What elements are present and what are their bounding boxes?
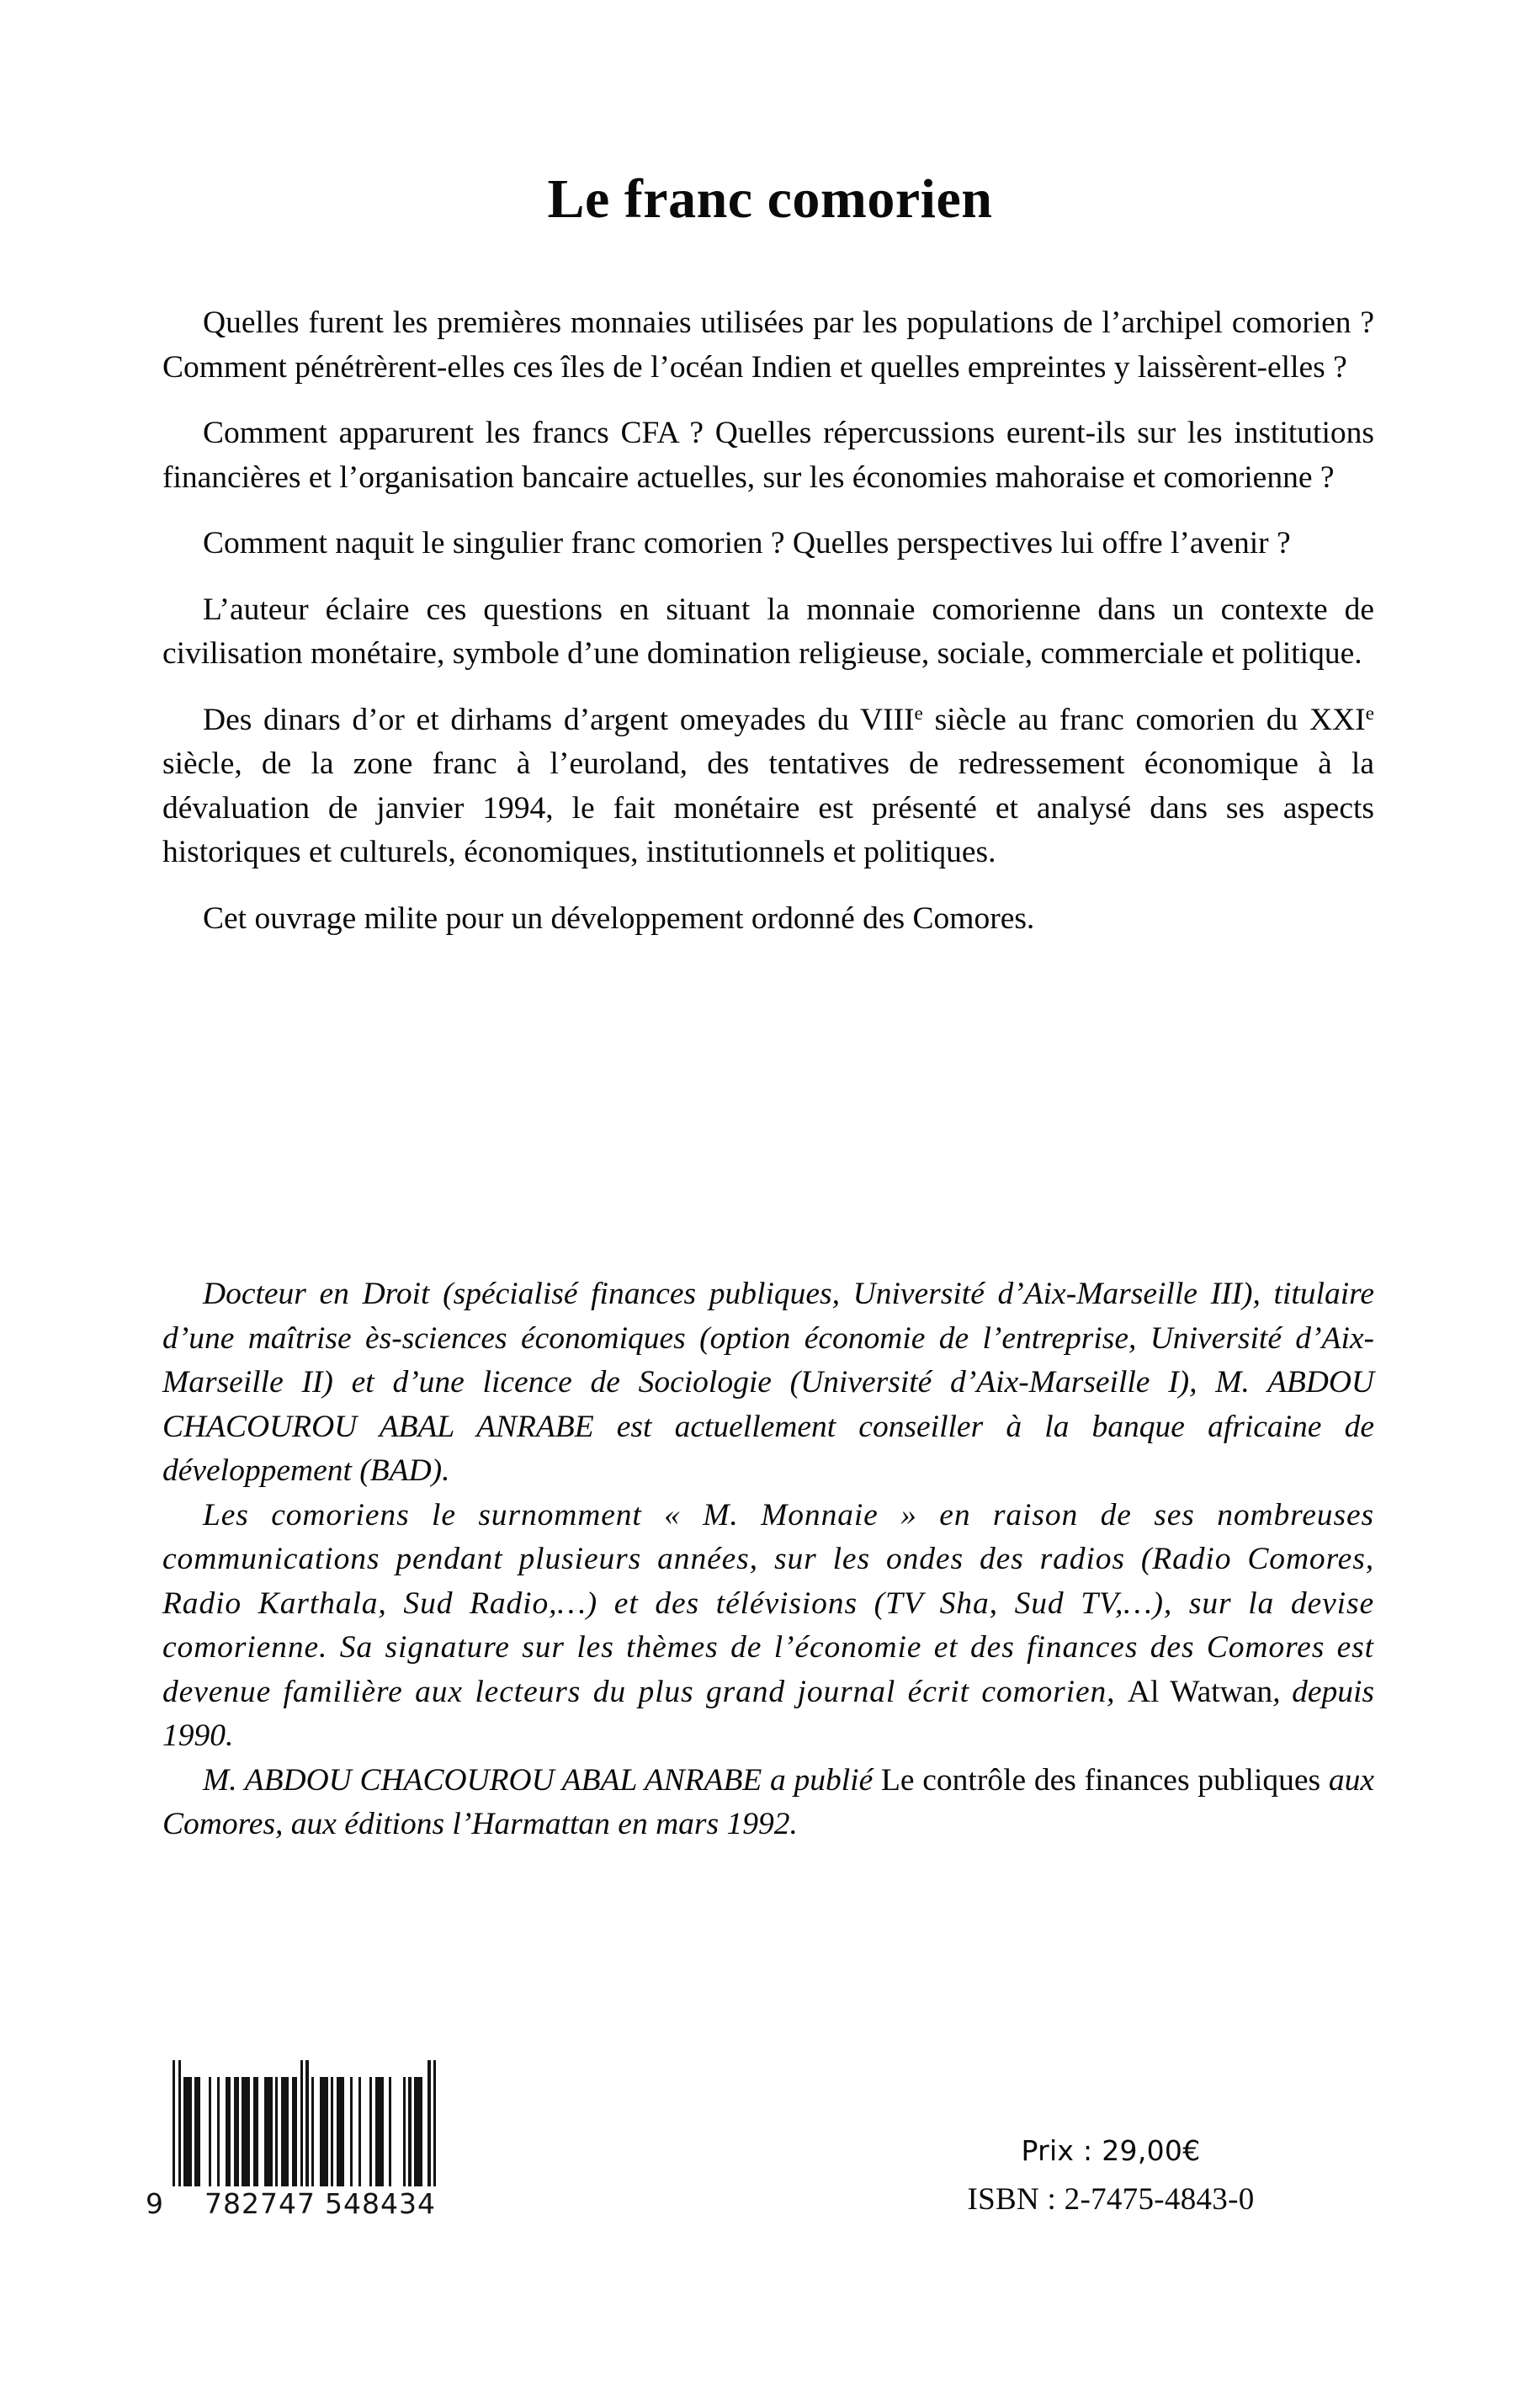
bio-p2-segment-b: , depuis 1990. bbox=[162, 1674, 1374, 1753]
barcode-left-group: 782747 bbox=[204, 2187, 316, 2220]
blurb-paragraph-5 bbox=[162, 699, 1374, 875]
previous-book-title: Le contrôle des finances publiques bbox=[880, 1762, 1321, 1798]
barcode-bar bbox=[337, 2077, 345, 2186]
barcode-right-group: 548434 bbox=[325, 2187, 436, 2220]
barcode-bar bbox=[408, 2077, 411, 2186]
barcode bbox=[146, 2060, 450, 2221]
barcode-bar bbox=[300, 2060, 303, 2186]
author-bio-block bbox=[162, 1272, 1374, 1847]
barcode-bar bbox=[375, 2077, 384, 2186]
author-bio-paragraph-3 bbox=[162, 1759, 1374, 1847]
blurb-p5-segment-b: siècle au franc comorien du XXI bbox=[922, 702, 1366, 737]
newspaper-name: Al Watwan bbox=[1127, 1674, 1273, 1709]
ordinal-suffix-viii: e bbox=[914, 702, 923, 725]
barcode-lead-digit: 9 bbox=[146, 2187, 164, 2220]
blurb-text-block bbox=[162, 301, 1374, 941]
barcode-bar bbox=[183, 2077, 192, 2186]
barcode-bar bbox=[427, 2060, 430, 2186]
blurb-p5-segment-a: Des dinars d’or et dirhams d’argent omeyades du VIII bbox=[203, 702, 915, 737]
blurb-paragraph-2: Comment apparurent les francs CFA ? Quelles répercussions eurent-ils sur les institutions financières et l’organisation bancaire actuelles, sur les économies mahoraise et comorienne ? bbox=[162, 416, 1374, 495]
barcode-bar bbox=[389, 2077, 391, 2186]
barcode-bar bbox=[234, 2077, 240, 2186]
barcode-bar bbox=[358, 2077, 361, 2186]
barcode-digits bbox=[146, 2187, 450, 2221]
barcode-bar bbox=[369, 2077, 372, 2186]
barcode-bar bbox=[178, 2060, 181, 2186]
barcode-bars bbox=[173, 2060, 450, 2186]
ordinal-suffix-xxi: e bbox=[1365, 702, 1374, 725]
blurb-paragraph-4: L’auteur éclaire ces questions en situant la monnaie comorienne dans un contexte de civilisation monétaire, symbole d’une domination religieuse, sociale, commerciale et politique. bbox=[162, 592, 1374, 671]
barcode-bar bbox=[311, 2077, 314, 2186]
price-label: Prix : 29,00€ bbox=[1021, 2134, 1201, 2167]
barcode-bar bbox=[275, 2077, 278, 2186]
bio-p2-segment-a: Les comoriens le surnomment « M. Monnaie » en raison de ses nombreuses communications pendant plusieurs années, sur les ondes des radios (Radio Comores, Radio Karthala, Sud Radio,…) et des télévisions (TV Sha, Sud TV,…), sur la devise comorienne. Sa signature sur les thèmes de l’économie et des finances des Comores est devenue familière aux lecteurs du plus grand journal écrit comorien, bbox=[162, 1497, 1374, 1709]
bio-p3-segment-a: M. ABDOU CHACOUROU ABAL ANRABE a publié bbox=[203, 1762, 881, 1798]
author-bio-paragraph-1: Docteur en Droit (spécialisé finances publiques, Université d’Aix-Marseille III), titulaire d’une maîtrise ès-sciences économiques (option économie de l’entreprise, Université d’Aix-Marseille II) et d’une licence de Sociologie (Université d’Aix-Marseille I), M. ABDOU CHACOUROU ABAL ANRABE est actuellement conseiller à la banque africaine de développement (BAD). bbox=[162, 1277, 1374, 1488]
barcode-bar bbox=[433, 2060, 436, 2186]
barcode-bar bbox=[320, 2077, 328, 2186]
barcode-bar bbox=[414, 2077, 422, 2186]
blurb-paragraph-6: Cet ouvrage milite pour un développement ordonné des Comores. bbox=[203, 900, 1035, 936]
isbn-label: ISBN : 2-7475-4843-0 bbox=[967, 2182, 1255, 2217]
barcode-bar bbox=[242, 2077, 250, 2186]
author-bio-paragraph-2 bbox=[162, 1494, 1374, 1759]
barcode-bar bbox=[194, 2077, 200, 2186]
barcode-bar bbox=[331, 2077, 333, 2186]
barcode-bar bbox=[350, 2077, 353, 2186]
barcode-bar bbox=[403, 2077, 406, 2186]
barcode-bar bbox=[253, 2077, 259, 2186]
barcode-bar bbox=[264, 2077, 273, 2186]
barcode-bar bbox=[217, 2077, 220, 2186]
bio-p3-segment-b: aux Comores, aux éditions l’Harmattan en mars 1992. bbox=[162, 1762, 1374, 1841]
barcode-bar bbox=[226, 2077, 231, 2186]
blurb-p5-segment-c: siècle, de la zone franc à l’euroland, des tentatives de redressement économique à la dévaluation de janvier 1994, le fait monétaire est présenté et analysé dans ses aspects historiques et culturels, économiques, institutionnels et politiques. bbox=[162, 746, 1374, 869]
page-title: Le franc comorien bbox=[547, 168, 993, 231]
blurb-paragraph-3: Comment naquit le singulier franc comorien ? Quelles perspectives lui offre l’avenir ? bbox=[203, 526, 1291, 560]
blurb-paragraph-1: Quelles furent les premières monnaies utilisées par les populations de l’archipel comorien ? Comment pénétrèrent-elles ces îles de l’océan Indien et quelles empreintes y laissèrent-elles ? bbox=[162, 305, 1374, 385]
barcode-bar bbox=[281, 2077, 289, 2186]
barcode-bar bbox=[292, 2077, 298, 2186]
barcode-bar bbox=[305, 2060, 308, 2186]
barcode-bar bbox=[209, 2077, 211, 2186]
barcode-bar bbox=[173, 2060, 175, 2186]
